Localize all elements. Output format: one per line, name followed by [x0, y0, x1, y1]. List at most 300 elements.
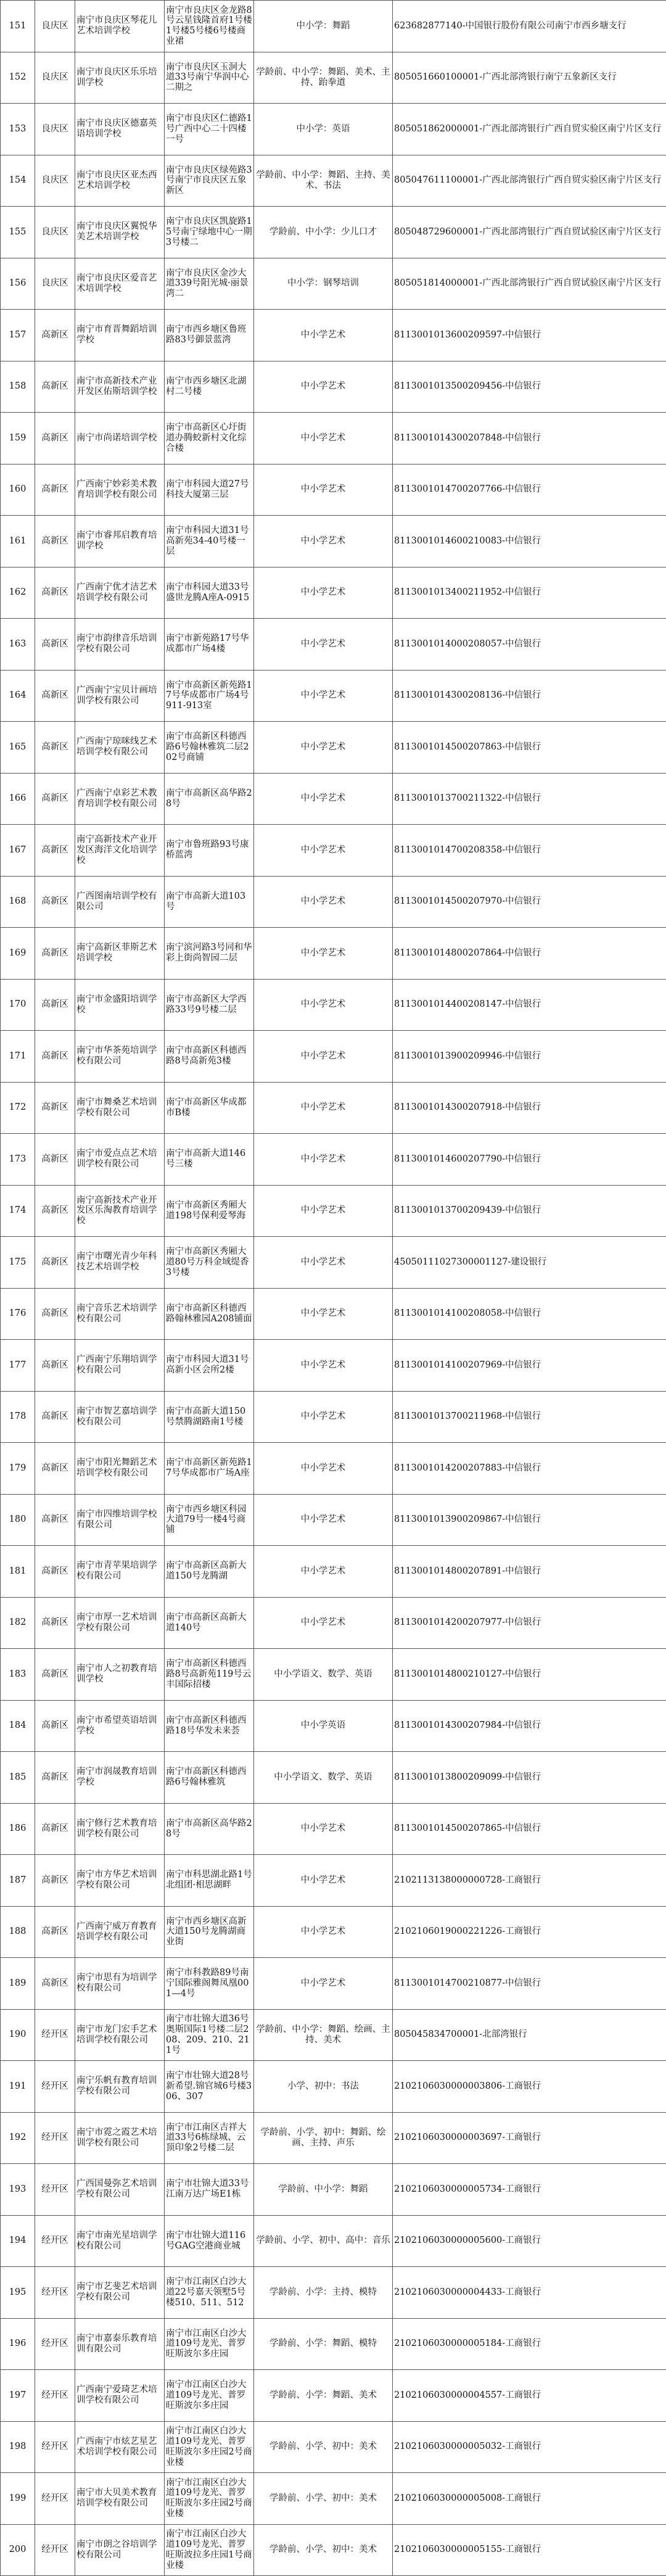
school-name-cell: 南宁市霓之霞艺术培训学校有限公司: [75, 2112, 165, 2164]
row-number: 167: [1, 825, 35, 877]
school-name-cell: 南宁市育晋舞蹈培训学校: [75, 310, 165, 361]
row-number: 193: [1, 2164, 35, 2216]
bank-account-cell: 2102106030000005008-工商银行: [393, 2473, 666, 2525]
district-cell: 高新区: [35, 361, 75, 413]
school-name-cell: 南宁市智艺嘉培训学校有限公司: [75, 1391, 165, 1443]
address-cell: 南宁市高新区高华路28号: [165, 773, 254, 825]
table-row: [1, 1649, 666, 1701]
district-cell: 高新区: [35, 979, 75, 1031]
row-number: 190: [1, 2009, 35, 2061]
table-row: [1, 2009, 666, 2061]
row-number: 189: [1, 1958, 35, 2010]
school-name-cell: 南宁市四维培训学校有限公司: [75, 1494, 165, 1546]
school-name-cell: 广西国曼弥艺术培训学校有限公司: [75, 2164, 165, 2216]
address-cell: 南宁市良庆区玉洞大道33号南宁华润中心二期之: [165, 52, 254, 104]
district-cell: 高新区: [35, 1134, 75, 1186]
address-cell: 南宁市西乡塘区北湖村二号楼: [165, 361, 254, 413]
training-scope-cell: 中小学艺术: [254, 1546, 393, 1598]
table-row: [1, 413, 666, 464]
school-name-cell: 广西南宁爱琦艺术培训学校有限公司: [75, 2370, 165, 2422]
school-name-cell: 广西南宁市炫艺星艺术培训学校有限公司: [75, 2421, 165, 2473]
address-cell: 南宁市高新区科德西路18号华发未来荟: [165, 1700, 254, 1752]
bank-account-cell: 8113001014500207863-中信银行: [393, 722, 666, 774]
training-scope-cell: 学龄前、小学、初中：舞蹈、绘画、主持、声乐: [254, 2112, 393, 2164]
training-scope-cell: 中小学艺术: [254, 670, 393, 722]
bank-account-cell: 2102106030000005032-工商银行: [393, 2421, 666, 2473]
training-scope-cell: 中小学艺术: [254, 1494, 393, 1546]
training-scope-cell: 中小学艺术: [254, 773, 393, 825]
school-name-cell: 广西南宁威万育教育培训学校有限公司: [75, 1906, 165, 1958]
table-row: [1, 2215, 666, 2267]
school-name-cell: 南宁市韵律音乐培训学校有限公司: [75, 619, 165, 671]
address-cell: 南宁市良庆区金龙路8号云星钱隆首府1号楼1号楼5号楼6号楼商业裙: [165, 1, 254, 52]
school-name-cell: 南宁市良庆区德嘉英语培训学校: [75, 104, 165, 155]
address-cell: 南宁市高新大道150号禁腾湖路南1号楼: [165, 1391, 254, 1443]
table-row: [1, 464, 666, 516]
table-row: [1, 825, 666, 877]
district-cell: 高新区: [35, 1803, 75, 1855]
row-number: 157: [1, 310, 35, 361]
row-number: 159: [1, 413, 35, 464]
training-scope-cell: 中小学艺术: [254, 567, 393, 619]
bank-account-cell: 2102106030000003806-工商银行: [393, 2061, 666, 2113]
school-name-cell: 南宁市良庆区爱音艺术培训学校: [75, 258, 165, 310]
training-scope-cell: 中小学艺术: [254, 979, 393, 1031]
training-scope-cell: 中小学艺术: [254, 1597, 393, 1649]
district-cell: 高新区: [35, 1340, 75, 1392]
bank-account-cell: 8113001014300207984-中信银行: [393, 1700, 666, 1752]
school-name-cell: 南宁市阳光舞蹈艺术培训学校有限公司: [75, 1443, 165, 1495]
training-scope-cell: 中小学艺术: [254, 722, 393, 774]
address-cell: 南宁市壮锦大道33号江南万达广场E1栋: [165, 2164, 254, 2216]
table-row: [1, 1700, 666, 1752]
training-scope-cell: 中小学艺术: [254, 1906, 393, 1958]
address-cell: 南宁市壮锦大道116号GAG空港商业城: [165, 2215, 254, 2267]
school-name-cell: 南宁市润晟教育培训学校: [75, 1752, 165, 1804]
row-number: 185: [1, 1752, 35, 1804]
row-number: 156: [1, 258, 35, 310]
address-cell: 南宁市西乡塘区高新大道150号龙腾湖商业街: [165, 1906, 254, 1958]
training-scope-cell: 中小学艺术: [254, 1443, 393, 1495]
school-name-cell: 广西南宁妙彩美术教育培训学校有限公司: [75, 464, 165, 516]
training-scope-cell: 中小学艺术: [254, 1958, 393, 2010]
district-cell: 经开区: [35, 2370, 75, 2422]
training-scope-cell: 中小学：舞蹈: [254, 1, 393, 52]
school-name-cell: 广西图南培训学校有限公司: [75, 876, 165, 928]
bank-account-cell: 2102106030000005184-工商银行: [393, 2318, 666, 2370]
row-number: 170: [1, 979, 35, 1031]
district-cell: 良庆区: [35, 104, 75, 155]
school-name-cell: 南宁修行艺术教育培训学校有限公司: [75, 1803, 165, 1855]
training-scope-cell: 中小学艺术: [254, 361, 393, 413]
address-cell: 南宁市江南区白沙大道109号龙光、普罗旺斯波尔多庄园: [165, 2370, 254, 2422]
row-number: 164: [1, 670, 35, 722]
district-cell: 良庆区: [35, 258, 75, 310]
district-cell: 高新区: [35, 825, 75, 877]
district-cell: 高新区: [35, 1752, 75, 1804]
training-scope-cell: 中小学：钢琴培训: [254, 258, 393, 310]
bank-account-cell: 805051660100001-广西北部湾银行南宁五象新区支行: [393, 52, 666, 104]
address-cell: 南宁市高新区高新大道140号: [165, 1597, 254, 1649]
row-number: 184: [1, 1700, 35, 1752]
bank-account-cell: 8113001013500209456-中信银行: [393, 361, 666, 413]
bank-account-cell: 8113001013600209597-中信银行: [393, 310, 666, 361]
school-name-cell: 南宁高新技术产业开发区乐淘教育培训学校: [75, 1185, 165, 1237]
district-cell: 高新区: [35, 413, 75, 464]
bank-account-cell: 805051862000001-广西北部湾银行广西自贸实验区南宁片区支行: [393, 104, 666, 155]
training-scope-cell: 学龄前、中小学：舞蹈、主持、美术、书法: [254, 155, 393, 207]
row-number: 158: [1, 361, 35, 413]
training-scope-cell: 学龄前、小学：舞蹈、美术: [254, 2370, 393, 2422]
row-number: 194: [1, 2215, 35, 2267]
bank-account-cell: 8113001014800207864-中信银行: [393, 928, 666, 980]
table-row: [1, 2112, 666, 2164]
bank-account-cell: 8113001014600207790-中信银行: [393, 1134, 666, 1186]
district-cell: 高新区: [35, 1597, 75, 1649]
table-row: [1, 258, 666, 310]
table-row: [1, 1031, 666, 1083]
table-row: [1, 361, 666, 413]
school-name-cell: 南宁市尚诺培训学校: [75, 413, 165, 464]
address-cell: 南宁市壮锦大道36号奥斯国际1号楼二层208、209、210、211号: [165, 2009, 254, 2061]
table-row: [1, 1237, 666, 1289]
row-number: 191: [1, 2061, 35, 2113]
school-name-cell: 南宁市高新技术产业开发区佑斯培训学校: [75, 361, 165, 413]
bank-account-cell: 805051814000001-广西北部湾银行广西自贸试验区南宁片区支行: [393, 258, 666, 310]
district-cell: 高新区: [35, 722, 75, 774]
training-scope-cell: 中小学艺术: [254, 1237, 393, 1289]
school-name-cell: 南宁高新技术产业开发区海洋文化培训学校: [75, 825, 165, 877]
row-number: 181: [1, 1546, 35, 1598]
address-cell: 南宁市科园大道27号科技大厦第三层: [165, 464, 254, 516]
address-cell: 南宁市高新大道146号三楼: [165, 1134, 254, 1186]
table-row: [1, 979, 666, 1031]
bank-account-cell: 8113001014800210127-中信银行: [393, 1649, 666, 1701]
row-number: 179: [1, 1443, 35, 1495]
school-name-cell: 南宁市睿邦启教育培训学校: [75, 516, 165, 568]
table-row: [1, 773, 666, 825]
training-scope-cell: 中小学英语: [254, 1700, 393, 1752]
address-cell: 南宁市高新区科德西路翰林雅园A208铺面: [165, 1288, 254, 1340]
table-row: [1, 1, 666, 52]
district-cell: 良庆区: [35, 207, 75, 258]
bank-account-cell: 8113001014500207970-中信银行: [393, 876, 666, 928]
row-number: 173: [1, 1134, 35, 1186]
table-row: [1, 876, 666, 928]
row-number: 198: [1, 2421, 35, 2473]
district-cell: 高新区: [35, 1031, 75, 1083]
row-number: 162: [1, 567, 35, 619]
bank-account-cell: 8113001014600210083-中信银行: [393, 516, 666, 568]
table-row: [1, 1597, 666, 1649]
address-cell: 南宁市高新区科德西路6号翰林雅筑二层202号商铺: [165, 722, 254, 774]
table-row: [1, 619, 666, 671]
table-row: [1, 2370, 666, 2422]
training-scope-cell: 学龄前、小学：主持、模特: [254, 2267, 393, 2319]
address-cell: 南宁市西乡塘区科园大道79号一楼4号商铺: [165, 1494, 254, 1546]
bank-account-cell: 8113001014700208358-中信银行: [393, 825, 666, 877]
training-scope-cell: 中小学艺术: [254, 413, 393, 464]
district-cell: 经开区: [35, 2215, 75, 2267]
district-cell: 高新区: [35, 1958, 75, 2010]
address-cell: 南宁市壮锦大道28号新希望.锦官城6号楼306、307: [165, 2061, 254, 2113]
school-name-cell: 南宁市方华艺术培训学校有限公司: [75, 1855, 165, 1907]
bank-account-cell: 8113001014300208136-中信银行: [393, 670, 666, 722]
school-name-cell: 广西南宁卓彩艺术教育培训学校有限公司: [75, 773, 165, 825]
row-number: 166: [1, 773, 35, 825]
training-scope-cell: 学龄前、小学、初中：美术: [254, 2421, 393, 2473]
row-number: 155: [1, 207, 35, 258]
address-cell: 南宁市江南区白沙大道109号龙光、普罗旺斯波尔多庄园2号商业楼: [165, 2421, 254, 2473]
district-cell: 良庆区: [35, 155, 75, 207]
table-row: [1, 310, 666, 361]
school-name-cell: 南宁市南光星培训学校有限公司: [75, 2215, 165, 2267]
address-cell: 南宁市高新区秀厢大道80号万科金域缇香3号楼: [165, 1237, 254, 1289]
district-cell: 高新区: [35, 1237, 75, 1289]
school-name-cell: 广西南宁宝贝计画培训学校有限公司: [75, 670, 165, 722]
district-cell: 高新区: [35, 567, 75, 619]
district-cell: 高新区: [35, 516, 75, 568]
table-row: [1, 2267, 666, 2319]
training-scope-cell: 学龄前、中小学：舞蹈、绘画、主持、美术: [254, 2009, 393, 2061]
bank-account-cell: 8113001013700209439-中信银行: [393, 1185, 666, 1237]
training-scope-cell: 小学、初中：书法: [254, 2061, 393, 2113]
row-number: 161: [1, 516, 35, 568]
school-name-cell: 南宁市朗之谷培训学校有限公司: [75, 2524, 165, 2576]
training-scope-cell: 中小学艺术: [254, 1288, 393, 1340]
table-row: [1, 1288, 666, 1340]
district-cell: 高新区: [35, 1855, 75, 1907]
district-cell: 经开区: [35, 2164, 75, 2216]
bank-account-cell: 2102106030000003697-工商银行: [393, 2112, 666, 2164]
bank-account-cell: 2102106030000005155-工商银行: [393, 2524, 666, 2576]
training-scope-cell: 中小学：英语: [254, 104, 393, 155]
training-scope-cell: 中小学艺术: [254, 1855, 393, 1907]
address-cell: 南宁市新苑路17号华成都市广场4楼: [165, 619, 254, 671]
row-number: 199: [1, 2473, 35, 2525]
table-row: [1, 1391, 666, 1443]
row-number: 195: [1, 2267, 35, 2319]
row-number: 175: [1, 1237, 35, 1289]
training-scope-cell: 中小学艺术: [254, 928, 393, 980]
table-row: [1, 1752, 666, 1804]
address-cell: 南宁市科思湖北路1号北组团·相思湖畔: [165, 1855, 254, 1907]
district-cell: 经开区: [35, 2009, 75, 2061]
table-row: [1, 2524, 666, 2576]
school-name-cell: 南宁市人之初教育培训学校: [75, 1649, 165, 1701]
training-scope-cell: 学龄前、小学、初中：美术: [254, 2524, 393, 2576]
address-cell: 南宁市高新区高华路28号: [165, 1803, 254, 1855]
school-name-cell: 南宁市华茶苑培训学校有限公司: [75, 1031, 165, 1083]
school-name-cell: 南宁市良庆区翼悦华美艺术培训学校: [75, 207, 165, 258]
training-scope-cell: 中小学艺术: [254, 1082, 393, 1134]
row-number: 178: [1, 1391, 35, 1443]
address-cell: 南宁市江南区白沙大道109号龙光、普罗旺斯波尔多庄园2号商业楼: [165, 2473, 254, 2525]
table-row: [1, 1185, 666, 1237]
bank-account-cell: 2102106019000221226-工商银行: [393, 1906, 666, 1958]
training-scope-cell: 中小学艺术: [254, 310, 393, 361]
table-row: [1, 1134, 666, 1186]
row-number: 183: [1, 1649, 35, 1701]
training-scope-cell: 中小学艺术: [254, 1340, 393, 1392]
address-cell: 南宁市高新区新苑路17号华成都市广场A座: [165, 1443, 254, 1495]
district-cell: 良庆区: [35, 1, 75, 52]
row-number: 187: [1, 1855, 35, 1907]
address-cell: 南宁市科园大道31号高新小区会所2楼: [165, 1340, 254, 1392]
table-row: [1, 1546, 666, 1598]
row-number: 153: [1, 104, 35, 155]
address-cell: 南宁市西乡塘区鲁班路83号御景蓝湾: [165, 310, 254, 361]
bank-account-cell: 623682877140-中国银行股份有限公司南宁市西乡塘支行: [393, 1, 666, 52]
district-cell: 高新区: [35, 1700, 75, 1752]
school-name-cell: 南宁市良庆区乐乐培训学校: [75, 52, 165, 104]
district-cell: 经开区: [35, 2473, 75, 2525]
district-cell: 高新区: [35, 1391, 75, 1443]
table-row: [1, 207, 666, 258]
bank-account-cell: 8113001014500207865-中信银行: [393, 1803, 666, 1855]
bank-account-cell: 2102106030000005600-工商银行: [393, 2215, 666, 2267]
row-number: 168: [1, 876, 35, 928]
row-number: 192: [1, 2112, 35, 2164]
school-name-cell: 南宁市曙光青少年科技艺术培训学校: [75, 1237, 165, 1289]
district-cell: 高新区: [35, 928, 75, 980]
address-cell: 南宁市高新区科德西路8号高新苑119号云丰国际招楼: [165, 1649, 254, 1701]
table-row: [1, 2164, 666, 2216]
training-scope-cell: 中小学语文、数学、英语: [254, 1649, 393, 1701]
district-cell: 经开区: [35, 2318, 75, 2370]
address-cell: 南宁市鲁班路93号康桥蓝湾: [165, 825, 254, 877]
row-number: 154: [1, 155, 35, 207]
district-cell: 经开区: [35, 2112, 75, 2164]
address-cell: 南宁市高新区高新大道150号龙腾湖: [165, 1546, 254, 1598]
bank-account-cell: 8113001014000208057-中信银行: [393, 619, 666, 671]
bank-account-cell: 45050111027300001127-建设银行: [393, 1237, 666, 1289]
bank-account-cell: 8113001014300207848-中信银行: [393, 413, 666, 464]
bank-account-cell: 8113001014100208058-中信银行: [393, 1288, 666, 1340]
bank-account-cell: 8113001014700207766-中信银行: [393, 464, 666, 516]
table-row: [1, 928, 666, 980]
bank-account-cell: 8113001014200207883-中信银行: [393, 1443, 666, 1495]
training-scope-cell: 学龄前、中小学：舞蹈: [254, 2164, 393, 2216]
bank-account-cell: 8113001013700211968-中信银行: [393, 1391, 666, 1443]
school-name-cell: 南宁市艺斐艺术培训学校有限公司: [75, 2267, 165, 2319]
address-cell: 南宁市科教路89号南宁国际雅阁舞凤凰001—4号: [165, 1958, 254, 2010]
address-cell: 南宁市良庆区金沙大道339号阳光城·丽景湾二: [165, 258, 254, 310]
bank-account-cell: 805045834700001-北部湾银行: [393, 2009, 666, 2061]
row-number: 200: [1, 2524, 35, 2576]
table-row: [1, 567, 666, 619]
table-row: [1, 670, 666, 722]
bank-account-cell: 8113001014300207918-中信银行: [393, 1082, 666, 1134]
district-cell: 良庆区: [35, 52, 75, 104]
bank-account-cell: 805048729600001-广西北部湾银行广西自贸试验区南宁片区支行: [393, 207, 666, 258]
district-cell: 高新区: [35, 619, 75, 671]
address-cell: 南宁市高新区新苑路17号华成都市广场4号911-913室: [165, 670, 254, 722]
bank-account-cell: 805047611100001-广西北部湾银行广西自贸实验区南宁片区支行: [393, 155, 666, 207]
training-scope-cell: 学龄前、小学、初中、高中：音乐: [254, 2215, 393, 2267]
address-cell: 南宁市高新区科德西路8号高新苑3楼: [165, 1031, 254, 1083]
table-row: [1, 1803, 666, 1855]
address-cell: 南宁市高新大道103号: [165, 876, 254, 928]
training-scope-cell: 学龄前、中小学：少儿口才: [254, 207, 393, 258]
row-number: 152: [1, 52, 35, 104]
address-cell: 南宁市良庆区仁德路1号广西中心二十四楼一号: [165, 104, 254, 155]
school-name-cell: 南宁市青苹果培训学校有限公司: [75, 1546, 165, 1598]
school-name-cell: 南宁市金盛阳培训学校: [75, 979, 165, 1031]
district-cell: 高新区: [35, 1443, 75, 1495]
row-number: 163: [1, 619, 35, 671]
row-number: 176: [1, 1288, 35, 1340]
training-scope-cell: 中小学语文、数学、英语: [254, 1752, 393, 1804]
table-row: [1, 1494, 666, 1546]
table-row: [1, 104, 666, 155]
table-row: [1, 1082, 666, 1134]
bank-account-cell: 8113001013900209867-中信银行: [393, 1494, 666, 1546]
address-cell: 南宁市江南区白沙大道22号嘉天领墅5号楼510、511、512: [165, 2267, 254, 2319]
training-scope-cell: 中小学艺术: [254, 516, 393, 568]
row-number: 172: [1, 1082, 35, 1134]
row-number: 197: [1, 2370, 35, 2422]
bank-account-cell: 2102106030000004433-工商银行: [393, 2267, 666, 2319]
training-scope-cell: 中小学艺术: [254, 464, 393, 516]
district-cell: 高新区: [35, 464, 75, 516]
address-cell: 南宁市高新区心圩街道办腾蛟新村文化综合楼: [165, 413, 254, 464]
district-cell: 经开区: [35, 2421, 75, 2473]
school-name-cell: 广西南宁乐翔培训学校有限公司: [75, 1340, 165, 1392]
table-row: [1, 2473, 666, 2525]
row-number: 169: [1, 928, 35, 980]
table-row: [1, 2421, 666, 2473]
row-number: 196: [1, 2318, 35, 2370]
school-name-cell: 南宁高新区菲斯艺术培训学校: [75, 928, 165, 980]
training-scope-cell: 学龄前、小学、初中：美术: [254, 2473, 393, 2525]
row-number: 182: [1, 1597, 35, 1649]
training-scope-cell: 中小学艺术: [254, 1185, 393, 1237]
district-cell: 高新区: [35, 1546, 75, 1598]
row-number: 151: [1, 1, 35, 52]
address-cell: 南宁市江南区白沙大道109号龙光、普罗旺斯波尔多庄园: [165, 2318, 254, 2370]
table-row: [1, 2061, 666, 2113]
table-row: [1, 1906, 666, 1958]
address-cell: 南宁市科园大道33号盛世龙腾A座A-0915: [165, 567, 254, 619]
training-scope-cell: 中小学艺术: [254, 1134, 393, 1186]
bank-account-cell: 2102106030000004557-工商银行: [393, 2370, 666, 2422]
table-row: [1, 1855, 666, 1907]
district-cell: 高新区: [35, 1649, 75, 1701]
district-cell: 高新区: [35, 670, 75, 722]
district-cell: 经开区: [35, 2267, 75, 2319]
training-scope-cell: 中小学艺术: [254, 825, 393, 877]
school-name-cell: 南宁市龙门宏手艺术培训学校有限公司: [75, 2009, 165, 2061]
school-name-cell: 南宁市希望英语培训学校: [75, 1700, 165, 1752]
school-name-cell: 南宁市爱点点艺术培训学校有限公司: [75, 1134, 165, 1186]
bank-account-cell: 8113001013700211322-中信银行: [393, 773, 666, 825]
district-cell: 高新区: [35, 1082, 75, 1134]
school-name-cell: 南宁市思有为培训学校有限公司: [75, 1958, 165, 2010]
row-number: 165: [1, 722, 35, 774]
school-name-cell: 南宁市良庆区琴花儿艺术培训学校: [75, 1, 165, 52]
school-name-cell: 南宁市良庆区亚杰西艺术培训学校: [75, 155, 165, 207]
row-number: 174: [1, 1185, 35, 1237]
address-cell: 南宁市科园大道31号高新苑34-40号楼一层: [165, 516, 254, 568]
school-name-cell: 广西南宁优才洁艺术培训学校有限公司: [75, 567, 165, 619]
bank-account-cell: 2102106030000005734-工商银行: [393, 2164, 666, 2216]
school-name-cell: 南宁市厚一艺术培训学校有限公司: [75, 1597, 165, 1649]
address-cell: 南宁市江南区白沙大道109号龙光、普罗旺斯波拉多庄园1号商业楼: [165, 2524, 254, 2576]
district-cell: 高新区: [35, 1185, 75, 1237]
district-cell: 高新区: [35, 1288, 75, 1340]
address-cell: 南宁市高新区大学西路33号9号楼二层: [165, 979, 254, 1031]
